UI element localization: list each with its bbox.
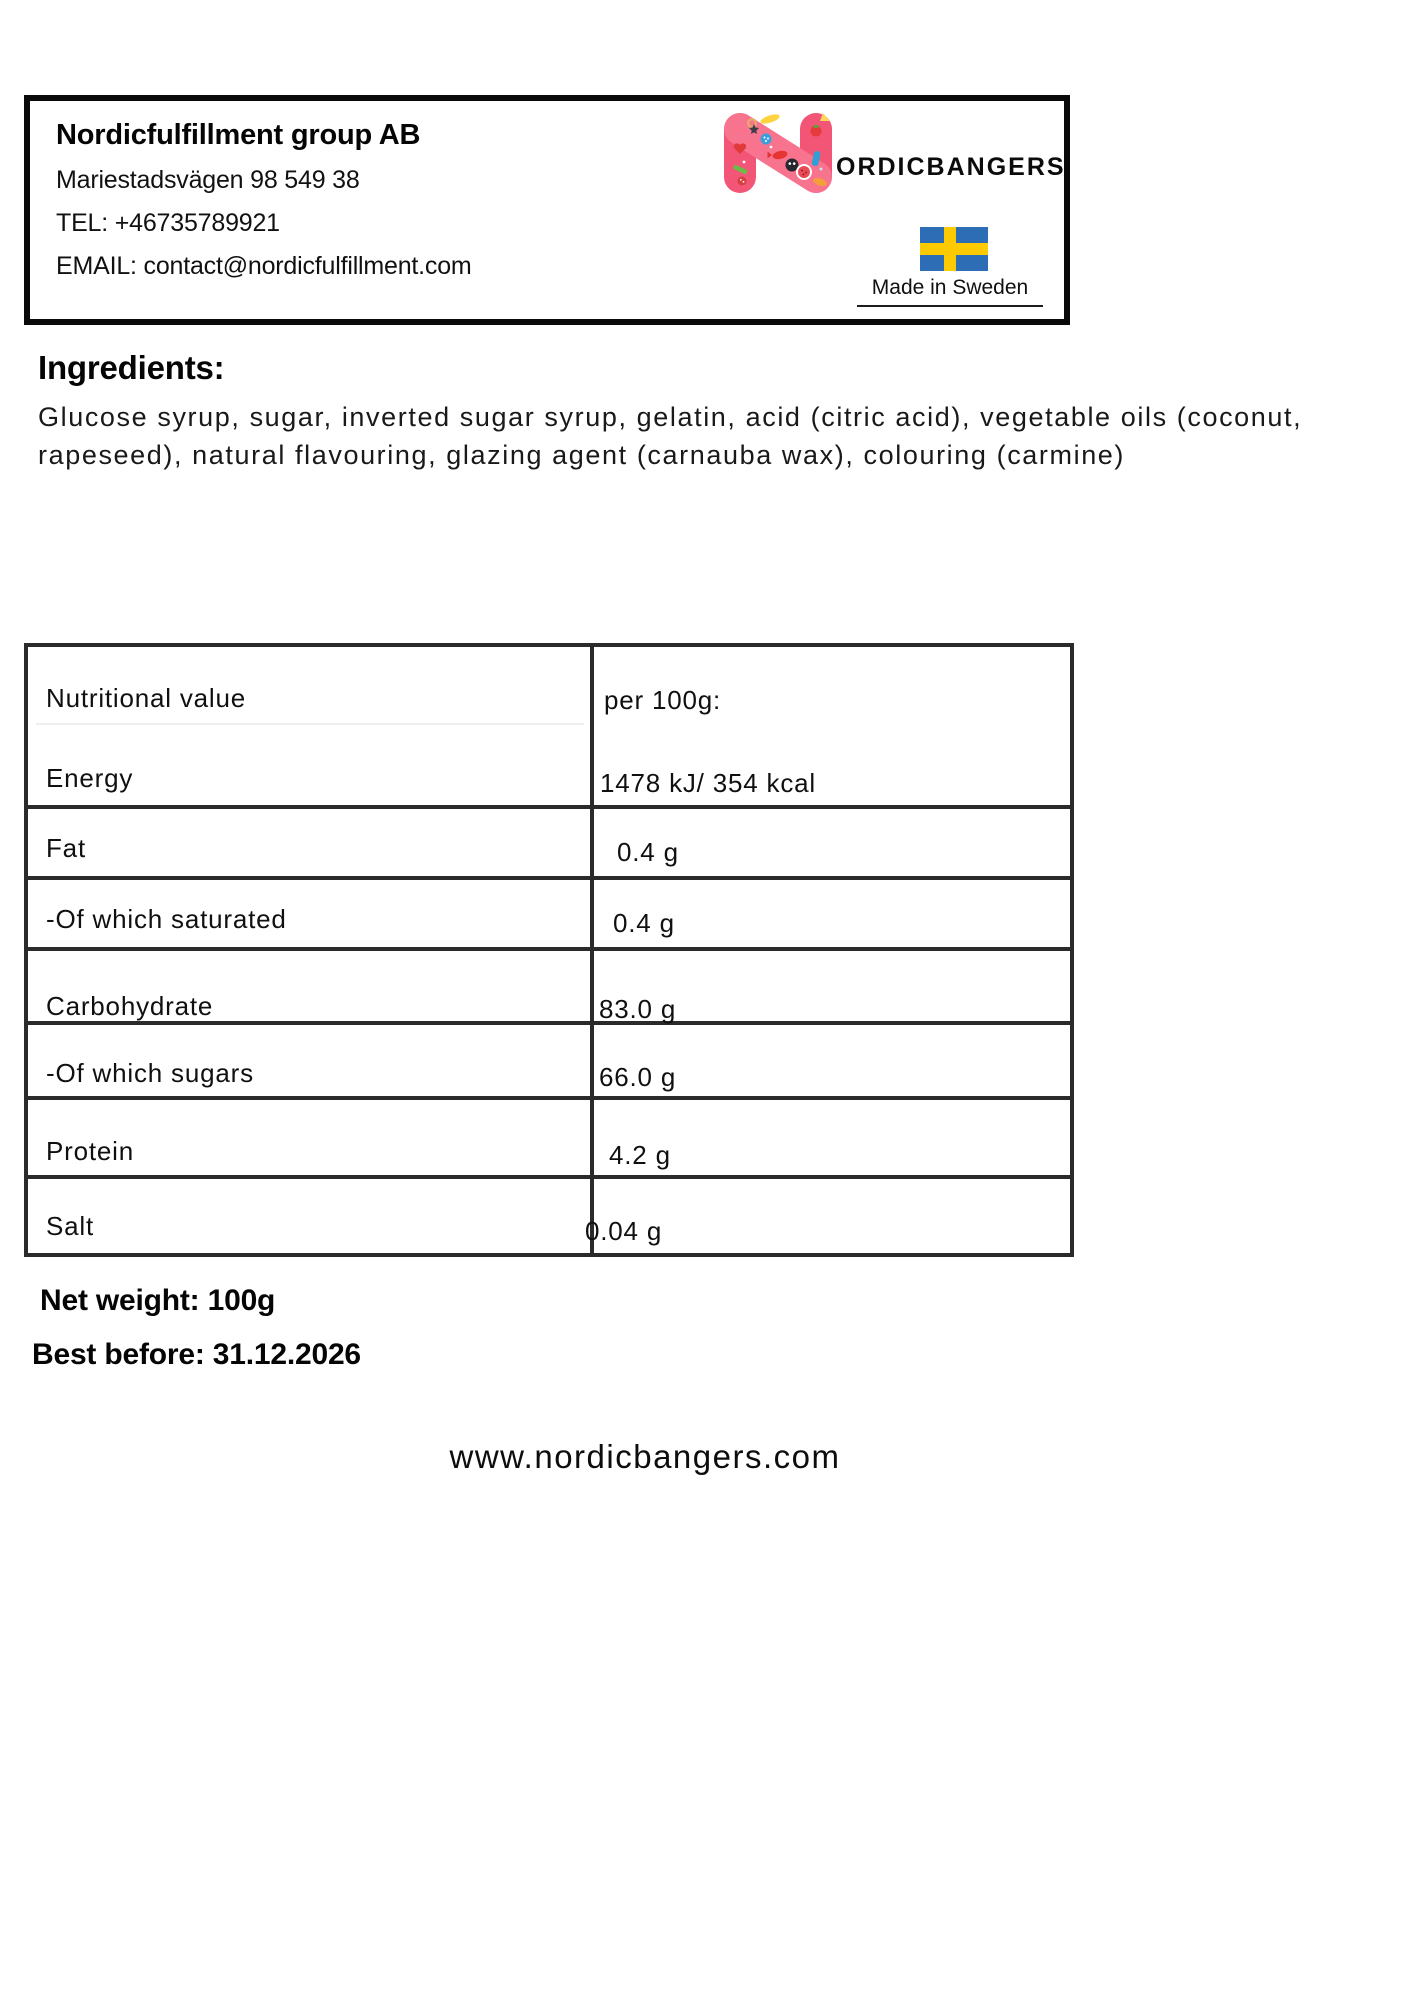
sweden-flag-icon [920,227,988,271]
made-in-underline [857,305,1043,307]
company-phone: TEL: +46735789921 [56,209,280,237]
row-protein-label: Protein [46,1136,134,1166]
flag-cross-vertical [944,227,956,271]
nutrition-table [24,643,1074,1257]
row-fat-value: 0.4 g [617,837,679,867]
website-url: www.nordicbangers.com [449,1438,841,1475]
row-fat-label: Fat [46,833,86,863]
row-protein-value: 4.2 g [609,1140,671,1170]
net-weight-label: Net weight: 100g [40,1284,276,1317]
company-name: Nordicfulfillment group AB [56,119,421,151]
made-in-label: Made in Sweden [871,276,1029,299]
row-energy-label: Energy [46,763,134,793]
table-header-left: Nutritional value [46,683,247,713]
company-address: Mariestadsvägen 98 549 38 [56,166,360,194]
ingredients-heading: Ingredients: [38,349,225,386]
table-header-right: per 100g: [604,685,722,715]
row-sugars-value: 66.0 g [599,1062,677,1092]
company-info-box [24,95,1070,325]
candy-n-icon [724,109,832,197]
row-energy-value: 1478 kJ/ 354 kcal [600,768,816,798]
row-carbohydrate-value: 83.0 g [599,994,677,1024]
row-carbohydrate-label: Carbohydrate [46,991,214,1021]
row-sugars-label: -Of which sugars [46,1058,254,1088]
header-soft-underline [36,723,584,725]
company-email: EMAIL: contact@nordicfulfillment.com [56,252,472,280]
row-saturated-value: 0.4 g [613,908,675,938]
best-before-label: Best before: 31.12.2026 [32,1338,361,1371]
table-row-divider [28,805,1070,809]
ingredients-text: Glucose syrup, sugar, inverted sugar syrup, gelatin, acid (citric acid), vegetable oils (coconut, rapeseed), natural flavouring, glazing agent (carnauba wax), colouring (carmine) [38,402,1303,470]
row-salt-value: 0.04 g [585,1216,663,1246]
table-row-divider [28,947,1070,951]
table-row-divider [28,1096,1070,1100]
row-salt-label: Salt [46,1211,95,1241]
table-column-divider [590,647,594,1253]
brand-wordmark: ORDICBANGERS [836,153,1066,181]
table-row-divider [28,1175,1070,1179]
row-saturated-label: -Of which saturated [46,904,287,934]
table-row-divider [28,876,1070,880]
